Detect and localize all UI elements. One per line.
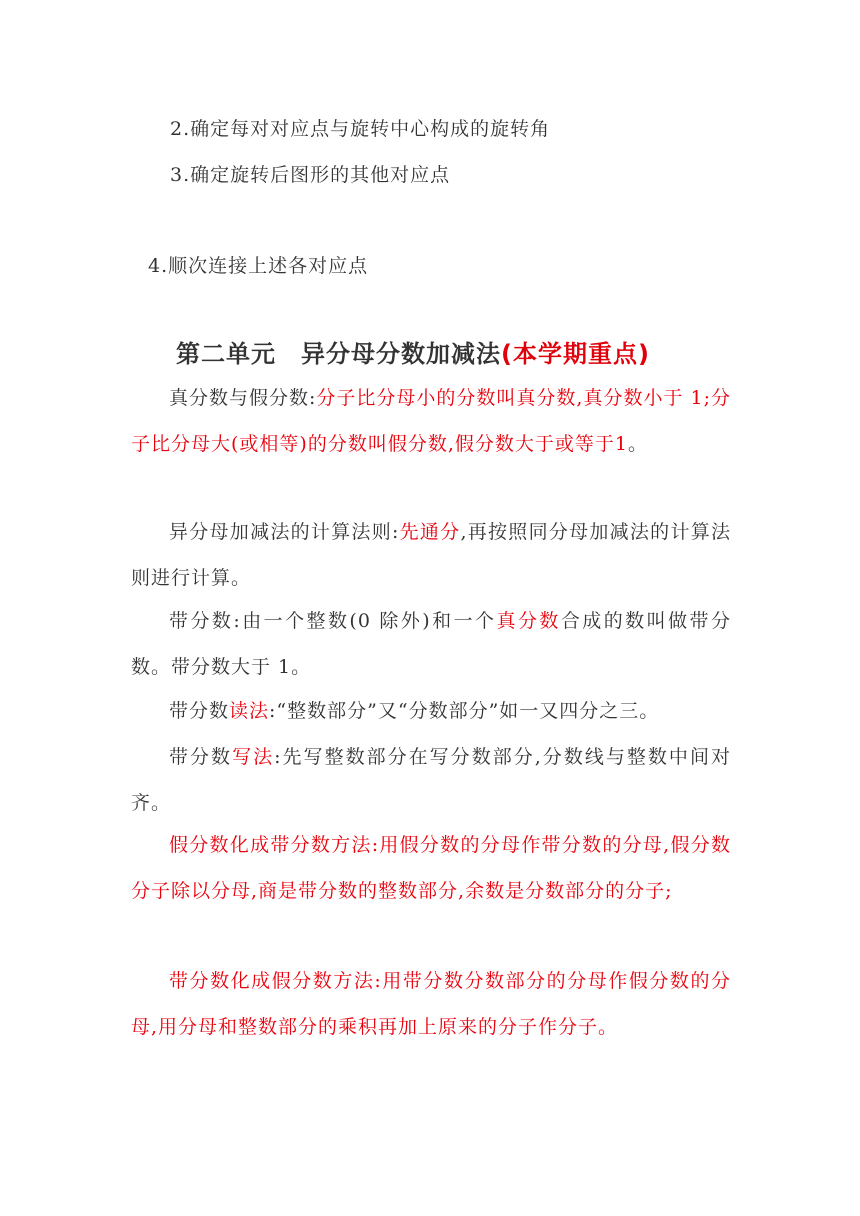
p3-rest: 合成的数叫做带分数。带分数大于 1。 — [131, 610, 731, 678]
p5-rest: :先写整数部分在写分数部分,分数线与整数中间对齐。 — [131, 746, 731, 814]
step-2: 2.确定每对对应点与旋转中心构成的旋转角 — [170, 118, 551, 140]
p5-highlight: 写法 — [232, 746, 275, 768]
p3-highlight: 真分数 — [496, 610, 561, 632]
p4-highlight: 读法 — [229, 700, 270, 722]
p3-start: 带分数:由一个整数(0 除外)和一个 — [169, 610, 497, 632]
paragraph-mixed-number-reading — [131, 688, 731, 734]
section-heading — [176, 334, 650, 369]
p1-term: 真分数与假分数: — [169, 387, 317, 409]
paragraph-proper-improper-fractions — [131, 375, 731, 467]
p2-term: 异分母加减法的计算法则: — [169, 521, 400, 543]
p1-end: 。 — [627, 433, 648, 455]
step-3: 3.确定旋转后图形的其他对应点 — [170, 164, 451, 186]
p2-highlight: 先通分 — [399, 521, 461, 543]
heading-tail: (本学期重点) — [501, 340, 650, 368]
paragraph-mixed-to-improper: 带分数化成假分数方法:用带分数分数部分的分母作假分数的分母,用分母和整数部分的乘积再加上原来的分子作分子。 — [131, 970, 731, 1038]
paragraph-unlike-denominator-rule — [131, 509, 731, 601]
p4-start: 带分数 — [169, 700, 230, 722]
p4-rest: :“整数部分”又“分数部分”如一又四分之三。 — [269, 700, 660, 722]
p5-start: 带分数 — [169, 746, 233, 768]
p2-rest: ,再按照同分母加减法的计算法则进行计算。 — [131, 521, 731, 589]
paragraph-mixed-number-definition — [131, 598, 731, 690]
paragraph-mixed-number-writing — [131, 734, 731, 826]
heading-main: 第二单元 异分母分数加减法 — [176, 340, 501, 368]
p1-definition: 分子比分母小的分数叫真分数,真分数小于 1;分子比分母大(或相等)的分数叫假分数,假分数大于或等于1 — [131, 387, 731, 455]
step-4: 4.顺次连接上述各对应点 — [148, 255, 369, 277]
paragraph-improper-to-mixed: 假分数化成带分数方法:用假分数的分母作带分数的分母,假分数分子除以分母,商是带分数的整数部分,余数是分数部分的分子; — [131, 834, 731, 902]
